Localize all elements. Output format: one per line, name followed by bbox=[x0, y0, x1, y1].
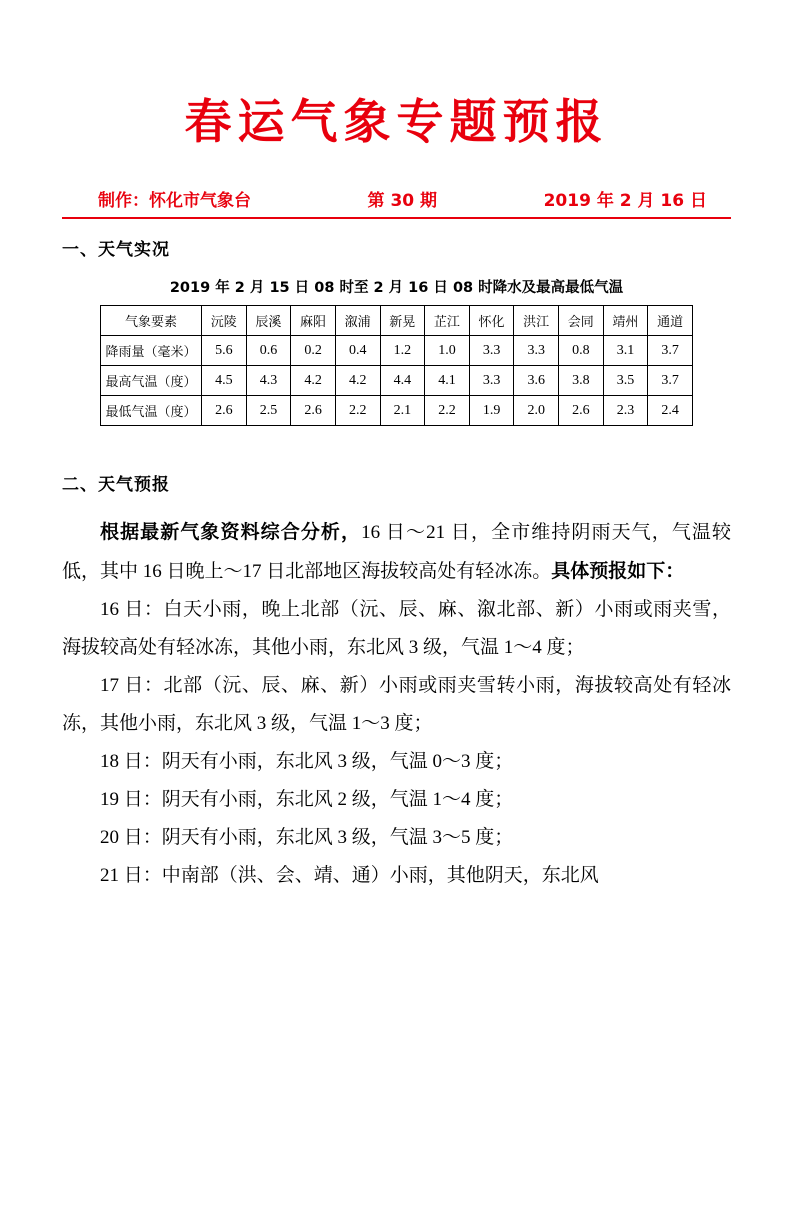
table-header-cell: 芷江 bbox=[425, 306, 470, 336]
table-cell: 0.8 bbox=[559, 336, 604, 366]
table-caption: 2019 年 2 月 15 日 08 时至 2 月 16 日 08 时降水及最高最低气温 bbox=[169, 280, 624, 297]
table-cell: 2.4 bbox=[648, 396, 693, 426]
table-cell: 2.6 bbox=[559, 396, 604, 426]
table-cell: 2.2 bbox=[335, 396, 380, 426]
forecast-day-line: 17 日：北部（沅、辰、麻、新）小雨或雨夹雪转小雨，海拔较高处有轻冰冻，其他小雨，东北风 3 级，气温 1～3 度； bbox=[62, 675, 731, 735]
row-label: 最低气温（度） bbox=[101, 396, 202, 426]
row-label: 降雨量（毫米） bbox=[101, 336, 202, 366]
observation-table-wrap bbox=[62, 276, 731, 426]
table-cell: 3.7 bbox=[648, 336, 693, 366]
issue-number: 第 30 期 bbox=[367, 191, 438, 212]
forecast-day-line: 18 日：阴天有小雨，东北风 3 级，气温 0～3 度； bbox=[100, 751, 514, 773]
table-cell: 1.2 bbox=[380, 336, 425, 366]
table-cell: 4.2 bbox=[335, 366, 380, 396]
table-cell: 5.6 bbox=[202, 336, 247, 366]
table-cell: 3.3 bbox=[469, 366, 514, 396]
section-heading-observation: 一、天气实况 bbox=[62, 240, 170, 261]
table-cell: 4.4 bbox=[380, 366, 425, 396]
table-row bbox=[101, 366, 693, 396]
table-header-cell: 通道 bbox=[648, 306, 693, 336]
table-header-cell: 靖州 bbox=[603, 306, 648, 336]
table-cell: 3.3 bbox=[514, 336, 559, 366]
table-cell: 3.8 bbox=[559, 366, 604, 396]
table-cell: 2.2 bbox=[425, 396, 470, 426]
table-cell: 3.7 bbox=[648, 366, 693, 396]
table-cell: 2.0 bbox=[514, 396, 559, 426]
table-cell: 0.2 bbox=[291, 336, 336, 366]
observation-table bbox=[100, 305, 693, 426]
table-row bbox=[101, 336, 693, 366]
forecast-day-line: 21 日：中南部（洪、会、靖、通）小雨，其他阴天，东北风 bbox=[100, 865, 599, 887]
table-cell: 4.3 bbox=[246, 366, 291, 396]
document-meta-row bbox=[62, 186, 731, 211]
table-cell: 1.9 bbox=[469, 396, 514, 426]
table-header-cell: 沅陵 bbox=[202, 306, 247, 336]
table-cell: 0.6 bbox=[246, 336, 291, 366]
table-header-cell: 怀化 bbox=[469, 306, 514, 336]
forecast-lead-paragraph bbox=[62, 513, 731, 591]
forecast-day-line: 19 日：阴天有小雨，东北风 2 级，气温 1～4 度； bbox=[100, 789, 514, 811]
table-cell: 2.5 bbox=[246, 396, 291, 426]
table-cell: 4.5 bbox=[202, 366, 247, 396]
table-header-cell: 新晃 bbox=[380, 306, 425, 336]
table-header-cell: 会同 bbox=[559, 306, 604, 336]
table-header-cell: 洪江 bbox=[514, 306, 559, 336]
table-cell: 3.5 bbox=[603, 366, 648, 396]
table-cell: 2.1 bbox=[380, 396, 425, 426]
page-title: 春运气象专题预报 bbox=[184, 95, 609, 150]
table-cell: 0.4 bbox=[335, 336, 380, 366]
table-header-cell: 气象要素 bbox=[101, 306, 202, 336]
table-cell: 4.2 bbox=[291, 366, 336, 396]
table-cell: 3.1 bbox=[603, 336, 648, 366]
forecast-lead-bold-end: 具体预报如下： bbox=[551, 560, 685, 583]
table-cell: 1.0 bbox=[425, 336, 470, 366]
forecast-day-line: 20 日：阴天有小雨，东北风 3 级，气温 3～5 度； bbox=[100, 827, 514, 849]
table-cell: 2.6 bbox=[291, 396, 336, 426]
section-heading-forecast: 二、天气预报 bbox=[62, 475, 170, 496]
header-divider bbox=[62, 217, 731, 219]
producer-label: 制作：怀化市气象台 bbox=[98, 191, 251, 212]
row-label: 最高气温（度） bbox=[101, 366, 202, 396]
table-cell: 2.3 bbox=[603, 396, 648, 426]
table-cell: 2.6 bbox=[202, 396, 247, 426]
table-cell: 3.6 bbox=[514, 366, 559, 396]
table-header-row bbox=[101, 306, 693, 336]
forecast-lead-normal: 16 日～21 日，全市维持阴雨天气，气温较低，其中 16 日晚上～17 日北部地区海拔较高处有轻冰冻。 bbox=[62, 522, 731, 583]
table-row bbox=[101, 396, 693, 426]
table-cell: 3.3 bbox=[469, 336, 514, 366]
document-page bbox=[0, 96, 793, 1218]
table-cell: 4.1 bbox=[425, 366, 470, 396]
forecast-lead-bold-start: 根据最新气象资料综合分析， bbox=[100, 521, 362, 544]
table-header-cell: 麻阳 bbox=[291, 306, 336, 336]
table-header-cell: 溆浦 bbox=[335, 306, 380, 336]
table-header-cell: 辰溪 bbox=[246, 306, 291, 336]
issue-date: 2019 年 2 月 16 日 bbox=[543, 191, 707, 212]
forecast-day-line: 16 日：白天小雨，晚上北部（沅、辰、麻、溆北部、新）小雨或雨夹雪，海拔较高处有轻冰冻，其他小雨，东北风 3 级，气温 1～4 度； bbox=[62, 599, 731, 659]
forecast-body bbox=[62, 513, 731, 895]
